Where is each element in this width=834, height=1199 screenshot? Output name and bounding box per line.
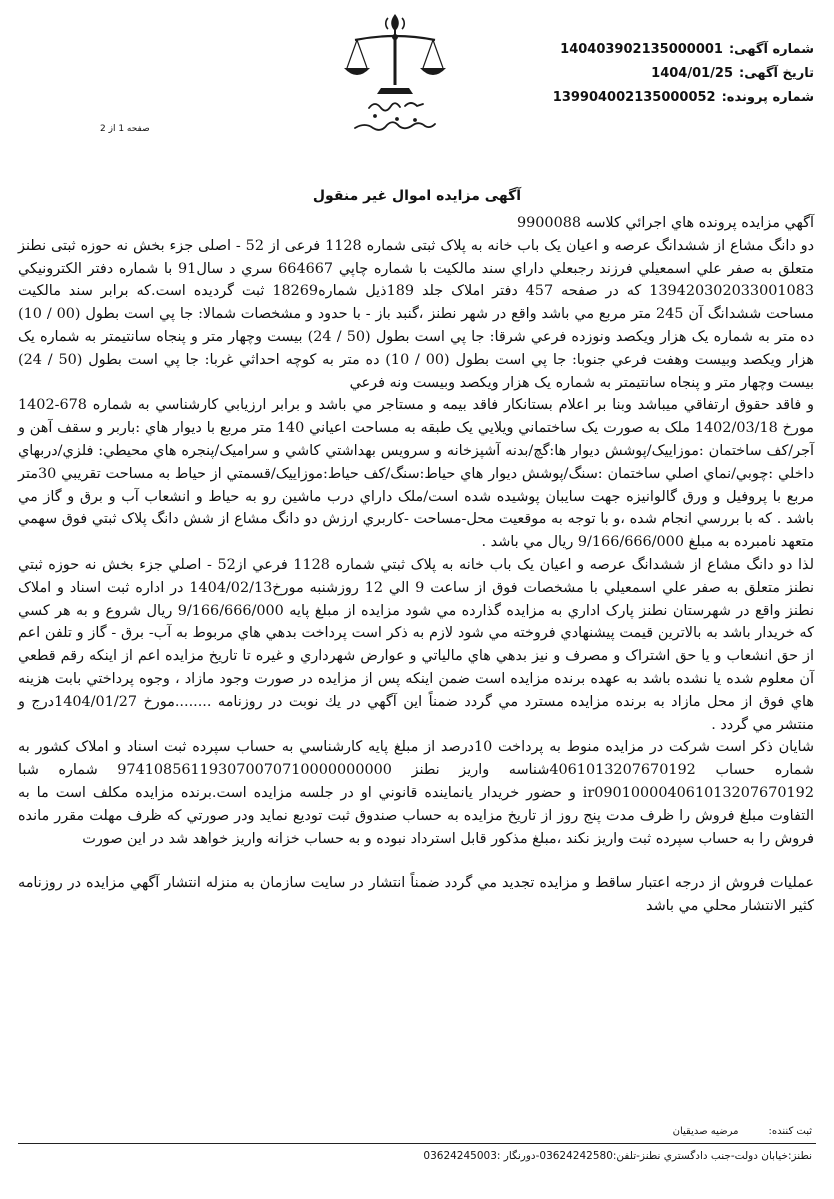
paragraph-property-description: دو دانگ مشاع از ششدانگ عرصه و اعيان يک باب خانه به پلاک ثبتی شماره 1128 فرعی از 52 - اصلی جزء بخش نه حوزه ثبتی نطنز متعلق به صفر علي اسمعيلي فرزند رجبعلي داراي سند مالكيت با شماره چاپي 664667 سري د سال91 با شماره دفتر الكترونيكي 139420302033001083 كه در صفحه 457 دفتر املاک جلد 189ذيل شماره18269 ثبت گرديده است.كه برابر سند مالكيت مساحت ششدانگ آن 245 متر مربع مي باشد واقع در شهر نطنز ،گنبد باز - با حدود و مشخصات شمالا: جا پي است بطول (00 / 10) ده متر به شماره يک هزار ويکصد ونوزده فرعي شرقا: جا پي است بطول (50 / 24) بيست وچهار متر و پنجاه سانتيمتر به شماره يک هزار ويکصد وبيست وهفت فرعي جنوبا: جا پي است بطول (00 / 10) ده متر به كوچه احداثي غربا: جا پي است بطول (50 / 24) بيست وچهار متر و پنجاه سانتيمتر به شماره يک هزار ويکصد وبيست ونه فرعي — [18, 237, 815, 391]
judiciary-scales-emblem-icon — [335, 8, 455, 143]
ad-date: 1404/01/25 — [651, 66, 734, 81]
case-number: 139904002135000052 — [552, 90, 716, 105]
paragraph-case-class: آگهي مزايده پرونده هاي اجرائي كلاسه 9900088 — [516, 215, 814, 231]
case-number-label: شماره پرونده: — [721, 90, 814, 105]
paragraph-appraisal: و فاقد حقوق ارتفاقي ميباشد وبنا بر اعلام بستانكار فاقد بيمه و مستاجر مي باشد و برابر ارزيابي كارشناسي به شماره 678-1402 مورخ 1402/03/18 ملک به صورت يک ساختماني ويلايي يک طبقه به مساحت اعياني 140 متر مربع با ديوار هاي :باربر و سقف آهن و آجر/كف ساختمان :موزاييک/پوشش ديوار ها:گچ/بدنه آشپزخانه و سرويس بهداشتي كاشي و سراميک/پنجره هاي محيطي: فلزي/دربهاي داخلي :چوبي/نماي اصلي ساختمان :سنگ/پوشش ديوار هاي حياط:سنگ/كف حياط:موزاييک/قسمتي از حياط به مساحت تقريبي 30متر مربع با پروفيل و ورق گالوانيزه جهت سايبان پوشيده شده است/ملک داراي درب ماشين رو به حياط و انشعاب آب و برق و گاز مي باشد . كه با بررسي انجام شده ،و با توجه به موقعيت محل-مساحت -كاربري ارزش دو دانگ مشاع از شش دانگ پلاک ثبتي فوق سهمي متعهد نامبرده به مبلغ 9/166/666/000 ريال مي باشد . — [18, 397, 815, 551]
ad-number: 140403902135000001 — [560, 42, 723, 57]
paragraph-publication: عمليات فروش از درجه اعتبار ساقط و مزايده تجديد مي گردد ضمناً انتشار در سايت سازمان به منزله انتشار آگهي مزايده در روزنامه كثير الانتشار محلي مي باشد — [18, 875, 814, 915]
ad-number-label: شماره آگهی: — [728, 42, 814, 57]
ad-date-label: تاریخ آگهی: — [739, 66, 814, 81]
document-body — [18, 212, 814, 918]
footer-divider — [18, 1143, 816, 1144]
office-address: نطنز:خيابان دولت-جنب دادگستري نطنز-تلفن:03624242580-دورنگار :03624245003 — [423, 1150, 812, 1162]
registrar-row — [673, 1126, 812, 1137]
ad-date-row — [553, 62, 814, 86]
case-number-row — [553, 86, 814, 110]
document-title: آگهی مزایده اموال غیر منقول — [312, 188, 522, 204]
ad-number-row — [553, 38, 814, 62]
page-indicator: صفحه 1 از 2 — [100, 124, 150, 134]
registrar-label: ثبت کننده: — [768, 1126, 812, 1137]
paragraph-auction-terms: لذا دو دانگ مشاع از ششدانگ عرصه و اعيان يک باب خانه به پلاک ثبتي شماره 1128 فرعي از52 - اصلي جزء بخش نه حوزه ثبتي نطنز متعلق به صفر علي اسمعيلي با مشخصات فوق از ساعت 9 الي 12 روزشنبه مورخ1404/02/13 در اداره ثبت اسناد و املاک نطنز واقع در شهرستان نطنز پارک اداري به مزايده گذارده مي شود مزايده از مبلغ پايه 9/166/666/000 ريال شروع و به هر كسي كه خريدار باشد به بالاترين قيمت پيشنهادي فروخته مي شود لازم به ذكر است پرداخت بدهي هاي مربوط به آب- برق - گاز و تلفن اعم از حق انشعاب و يا حق اشتراک و مصرف و نيز بدهي هاي مالياتي و عوارض شهرداري و غيره تا تاريخ مزايده اعم از اينكه رقم قطعي آن معلوم شده يا نشده باشد به عهده برنده مزايده است ضمن اينكه پس از مزايده در صورت وجود مازاد ، وجوه پرداختي بابت هزينه هاي فوق از محل مازاد به برنده مزايده مسترد مي گردد ضمناً اين آگهي در يك نوبت در روزنامه ........مورخ 1404/01/27درج و منتشر مي گردد . — [18, 556, 814, 733]
registrar-name: مرضیه صدیقیان — [672, 1126, 739, 1137]
ad-metadata — [553, 38, 814, 110]
paragraph-deposit-terms: شايان ذكر است شركت در مزايده منوط به پرداخت 10درصد از مبلغ پايه كارشناسي به حساب سپرده ثبت اسناد و املاک كشور به شماره حساب 4061013207670192شناسه واريز نطنز 974108561193070070710000000000 شماره شبا ir090100004061013207670192 و حضور خريدار يانماينده قانوني او در جلسه مزايده است.برنده مزايده مكلف است ما به التفاوت مبلغ فروش را ظرف مدت پنج روز از تاريخ مزايده به حساب صندوق ثبت توديع نمايد ودر صورتي كه ظرف مهلت مقرر مانده فروش را به حساب سپرده ثبت واريز نكند ،مبلغ مذكور قابل استرداد نبوده و به حساب خزانه واريز خواهد شد در اين صورت — [18, 739, 814, 847]
